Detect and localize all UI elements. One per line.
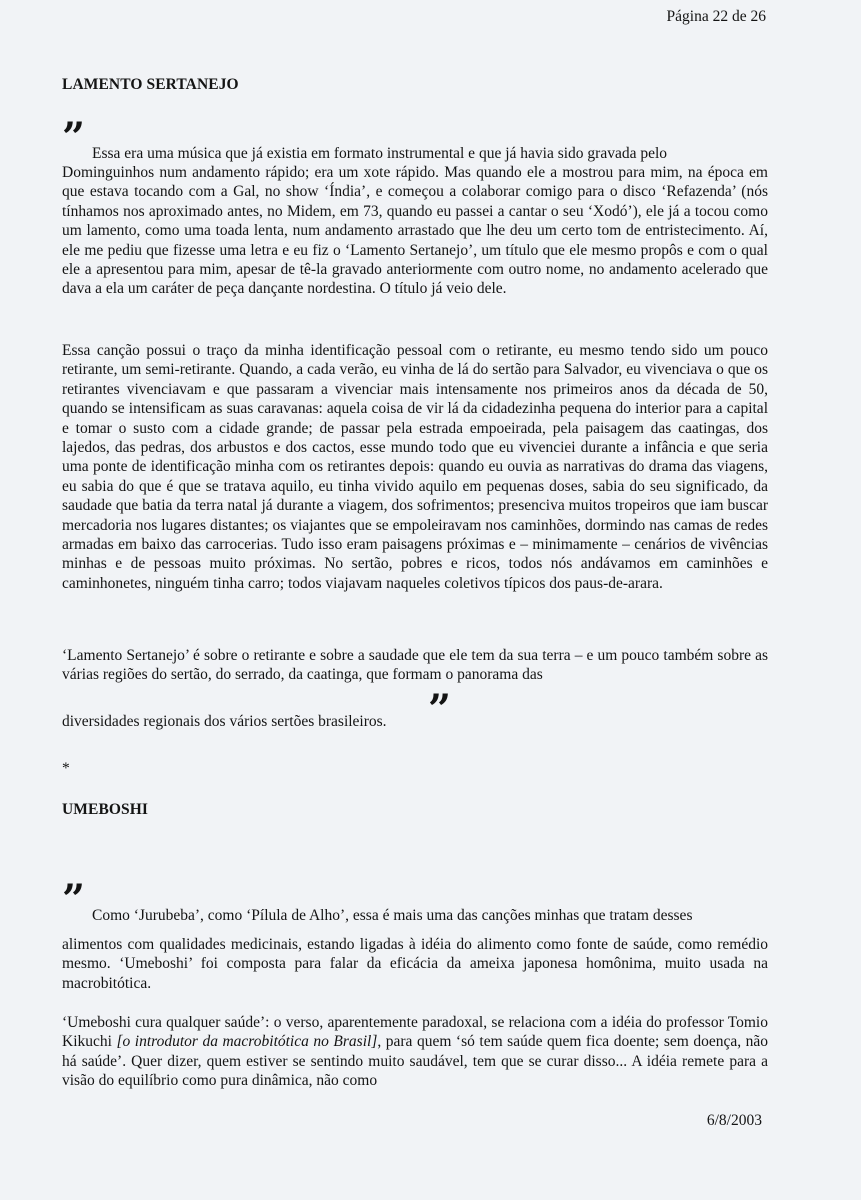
section2-paragraph-1: alimentos com qualidades medicinais, estando ligadas à idéia do alimento como fonte de saúde, como remédio mesmo. ‘Umeboshi’ foi composta para falar da eficácia da ameixa japonesa homônima, muito usada na macrobitótica. bbox=[62, 936, 768, 992]
section-separator: * bbox=[62, 760, 70, 777]
section-title-umeboshi: UMEBOSHI bbox=[62, 801, 149, 818]
closing-quote-mark: ” bbox=[428, 686, 452, 733]
section1-paragraph-3: ‘Lamento Sertanejo’ é sobre o retirante e sobre a saudade que ele tem da sua terra – e um pouco também sobre as várias regiões do sertão, do serrado, da caatinga, que formam o panorama das bbox=[62, 647, 768, 684]
page-number: Página 22 de 26 bbox=[666, 8, 766, 25]
section2-paragraph-2 bbox=[62, 1013, 768, 1091]
opening-quote-mark: ” bbox=[62, 876, 86, 923]
section1-first-line: Essa era uma música que já existia em formato instrumental e que já havia sido gravada pelo bbox=[92, 145, 668, 162]
section1-paragraph-1: Dominguinhos num andamento rápido; era um xote rápido. Mas quando ele a mostrou para mim, na época em que estava tocando com a Gal, no show ‘Índia’, e começou a colaborar comigo para o disco ‘Refazenda’ (nós tínhamos nos aproximado antes, no Midem, em 73, quando eu passei a cantar o seu ‘Xodó’), ele já a tocou como um lamento, como uma toada lenta, num andamento arrastado que lhe deu um certo tom de entristecimento. Aí, ele me pediu que fizesse uma letra e eu fiz o ‘Lamento Sertanejo’, um título que ele mesmo propôs e com o qual ele a apresentou para mim, apesar de tê-la gravado anteriormente com outro nome, no andamento acelerado que dava a ela um caráter de peça dançante nordestina. O título já veio dele. bbox=[62, 164, 768, 298]
section2-p2-text-b: , para quem ‘só tem saúde quem fica doente; sem doença, não há saúde’. Quer dizer, quem estiver se sentindo muito saudável, tem que se curar disso... A idéia remete para a visão do equilíbrio como pura dinâmica, não como bbox=[62, 1033, 768, 1090]
section1-paragraph-2: Essa canção possui o traço da minha identificação pessoal com o retirante, eu mesmo tendo sido um pouco retirante, um semi-retirante. Quando, a cada verão, eu vinha de lá do sertão para Salvador, eu vivenciava o que os retirantes vivenciavam e que passaram a vivenciar mais intensamente nos primeiros anos da década de 50, quando se intensificam as suas caravanas: aquela coisa de vir lá da cidadezinha pequena do interior para a capital e tomar o susto com a cidade grande; de passar pela estrada empoeirada, pela paisagem das caatingas, dos lajedos, das pedras, dos arbustos e dos cactos, esse mundo todo que eu vivenciei durante a infância e que seria uma ponte de identificação minha com os retirantes depois: quando eu ouvia as narrativas do drama das viagens, eu sabia do que é que se tratava aquilo, eu tinha vivido aquilo em pequenas doses, sabia do seu significado, da saudade que batia da terra natal já durante a viagem, dos sofrimentos; presenciva muitos tropeiros que iam buscar mercadoria nos lugares distantes; os viajantes que se empoleiravam nos caminhões, dormindo nas camas de redes armadas em baixo das carrocerias. Tudo isso eram paisagens próximas e – minimamente – cenários de vivências minhas e de pessoas muito próximas. No sertão, pobres e ricos, todos nós andávamos em caminhões e caminhonetes, ninguém tinha carro; todos viajavam naqueles coletivos típicos dos paus-de-arara. bbox=[62, 342, 768, 592]
footer-date: 6/8/2003 bbox=[706, 1112, 762, 1129]
opening-quote-mark: ” bbox=[62, 114, 86, 161]
section2-first-line: Como ‘Jurubeba’, como ‘Pílula de Alho’, essa é mais uma das canções minhas que tratam desses bbox=[92, 907, 693, 924]
section-title-lamento-sertanejo: LAMENTO SERTANEJO bbox=[62, 76, 239, 93]
section2-p2-italic-note: [o introdutor da macrobitótica no Brasil] bbox=[116, 1033, 378, 1051]
section1-paragraph-3-last-line: diversidades regionais dos vários sertões brasileiros. bbox=[62, 713, 387, 730]
section2-p2-text-a: ‘Umeboshi cura qualquer saúde’: o verso, aparentemente paradoxal, se relaciona com a idéia do professor Tomio Kikuchi bbox=[62, 1014, 768, 1051]
